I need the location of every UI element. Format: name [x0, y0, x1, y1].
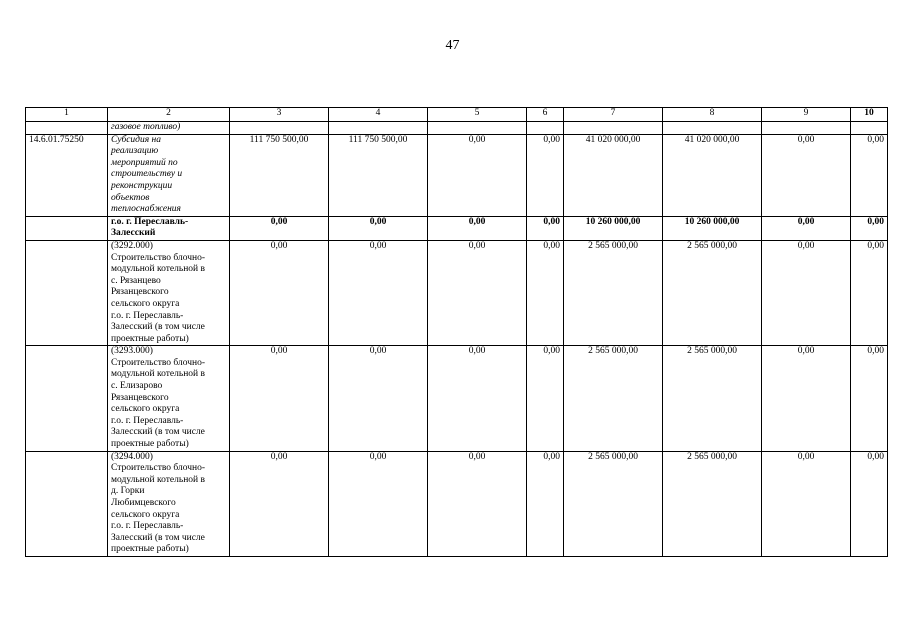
- column-header-row: [26, 108, 888, 122]
- description-line: г.о. г. Переславль-: [111, 521, 184, 532]
- row-description: [108, 240, 230, 345]
- table-cell: [527, 122, 564, 135]
- column-header: 6: [527, 108, 564, 122]
- value-cell: 0,00: [428, 346, 527, 451]
- value-cell: 0,00: [851, 216, 888, 240]
- continued-row: [26, 122, 888, 135]
- description-line: реконструкции: [111, 180, 173, 191]
- value-cell: 2 565 000,00: [564, 451, 663, 556]
- column-header: 8: [663, 108, 762, 122]
- value-cell: 0,00: [329, 451, 428, 556]
- value-cell: 2 565 000,00: [663, 451, 762, 556]
- row-code: [26, 346, 108, 451]
- value-cell: 0,00: [762, 216, 851, 240]
- table-body: [26, 134, 888, 556]
- row-code: [26, 451, 108, 556]
- value-cell: 0,00: [428, 134, 527, 216]
- table-row: [26, 134, 888, 216]
- description-line: объектов: [111, 192, 150, 203]
- value-cell: 0,00: [329, 240, 428, 345]
- budget-table: [25, 107, 888, 557]
- value-cell: 0,00: [527, 346, 564, 451]
- table-cell: [230, 122, 329, 135]
- value-cell: 0,00: [851, 346, 888, 451]
- description-line: Залесский (в том числе: [111, 427, 205, 438]
- description-line: сельского округа: [111, 298, 180, 309]
- description-line: г.о. г. Переславль-: [111, 415, 184, 426]
- column-header: 1: [26, 108, 108, 122]
- value-cell: 0,00: [527, 216, 564, 240]
- description-line: г.о. г. Переславль-: [111, 310, 184, 321]
- value-cell: 0,00: [527, 451, 564, 556]
- value-cell: 0,00: [762, 134, 851, 216]
- description-line: модульной котельной в: [111, 264, 205, 275]
- value-cell: 10 260 000,00: [564, 216, 663, 240]
- table-cell: [564, 122, 663, 135]
- description-line: с. Рязанцево: [111, 275, 161, 286]
- value-cell: 0,00: [428, 451, 527, 556]
- value-cell: 0,00: [428, 216, 527, 240]
- column-header: 10: [851, 108, 888, 122]
- value-cell: 0,00: [527, 240, 564, 345]
- value-cell: 0,00: [762, 346, 851, 451]
- description-line: проектные работы): [111, 544, 189, 555]
- value-cell: 0,00: [230, 240, 329, 345]
- row-description: [108, 451, 230, 556]
- value-cell: 0,00: [851, 451, 888, 556]
- description-line: Залесский: [111, 228, 156, 239]
- table-cell: [329, 122, 428, 135]
- row-code: [26, 216, 108, 240]
- value-cell: 111 750 500,00: [230, 134, 329, 216]
- row-description: [108, 346, 230, 451]
- description-line: Строительство блочно-: [111, 357, 206, 368]
- value-cell: 0,00: [762, 451, 851, 556]
- table-cell: [26, 122, 108, 135]
- value-cell: 0,00: [851, 134, 888, 216]
- description-line: (3293.000): [111, 346, 153, 357]
- description-line: Рязанцевского: [111, 287, 169, 298]
- column-header: 7: [564, 108, 663, 122]
- row-description: газовое топливо): [108, 122, 230, 135]
- description-line: с. Елизарово: [111, 381, 163, 392]
- table-row: [26, 451, 888, 556]
- description-line: Любимцевского: [111, 498, 176, 508]
- value-cell: 10 260 000,00: [663, 216, 762, 240]
- value-cell: 41 020 000,00: [663, 134, 762, 216]
- value-cell: 2 565 000,00: [564, 346, 663, 451]
- value-cell: 0,00: [230, 346, 329, 451]
- description-line: теплоснабжения: [111, 204, 181, 215]
- table-cell: [663, 122, 762, 135]
- description-line: Строительство блочно-: [111, 463, 206, 474]
- value-cell: 111 750 500,00: [329, 134, 428, 216]
- description-line: реализацию: [111, 146, 159, 157]
- description-line: проектные работы): [111, 333, 189, 344]
- value-cell: 2 565 000,00: [564, 240, 663, 345]
- value-cell: 2 565 000,00: [663, 240, 762, 345]
- description-line: модульной котельной в: [111, 474, 205, 485]
- value-cell: 0,00: [851, 240, 888, 345]
- value-cell: 2 565 000,00: [663, 346, 762, 451]
- description-line: мероприятий по: [111, 157, 178, 168]
- description-line: сельского округа: [111, 509, 180, 520]
- description-line: (3292.000): [111, 240, 153, 251]
- row-description: [108, 216, 230, 240]
- value-cell: 0,00: [762, 240, 851, 345]
- value-cell: 0,00: [329, 216, 428, 240]
- description-line: (3294.000): [111, 451, 153, 462]
- table-cell: [428, 122, 527, 135]
- table-cell: [851, 122, 888, 135]
- column-header: 3: [230, 108, 329, 122]
- row-code: [26, 240, 108, 345]
- row-description: [108, 134, 230, 216]
- description-line: д. Горки: [111, 486, 145, 497]
- value-cell: 41 020 000,00: [564, 134, 663, 216]
- table-row: [26, 346, 888, 451]
- row-code: 14.6.01.75250: [26, 134, 108, 216]
- description-line: строительству и: [111, 169, 183, 180]
- value-cell: 0,00: [527, 134, 564, 216]
- table-cell: [762, 122, 851, 135]
- value-cell: 0,00: [428, 240, 527, 345]
- description-line: сельского округа: [111, 404, 180, 415]
- description-line: Залесский (в том числе: [111, 532, 205, 543]
- column-header: 5: [428, 108, 527, 122]
- value-cell: 0,00: [329, 346, 428, 451]
- description-line: Залесский (в том числе: [111, 322, 205, 333]
- description-line: Субсидия на: [111, 134, 161, 145]
- description-line: Рязанцевского: [111, 392, 169, 403]
- description-line: Строительство блочно-: [111, 252, 206, 263]
- value-cell: 0,00: [230, 216, 329, 240]
- column-header: 4: [329, 108, 428, 122]
- table-row: [26, 240, 888, 345]
- column-header: 9: [762, 108, 851, 122]
- column-header: 2: [108, 108, 230, 122]
- table-row: [26, 216, 888, 240]
- description-line: проектные работы): [111, 439, 189, 450]
- value-cell: 0,00: [230, 451, 329, 556]
- description-line: модульной котельной в: [111, 369, 205, 380]
- description-line: г.о. г. Переславль-: [111, 216, 189, 227]
- page-number: 47: [445, 38, 460, 53]
